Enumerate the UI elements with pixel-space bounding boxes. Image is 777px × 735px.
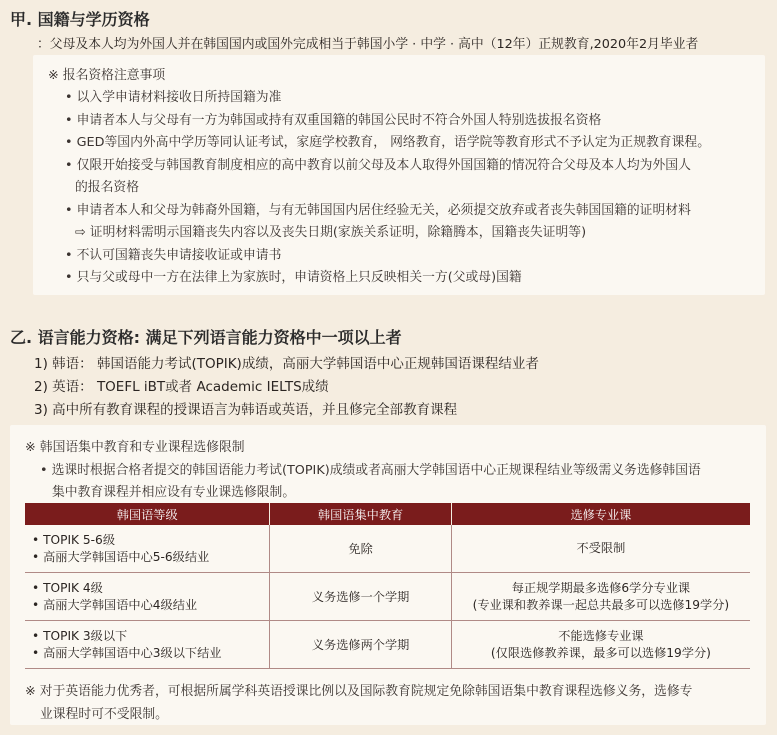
header-korean-level: 韩国语等级 bbox=[25, 503, 270, 525]
table-header-row bbox=[25, 503, 750, 525]
header-major-courses: 选修专业课 bbox=[451, 503, 750, 525]
major-cell bbox=[451, 621, 750, 669]
note-subitem: ⇨ 证明材料需明示国籍丧失内容以及丧失日期(家族关系证明，除籍腾本，国籍丧失证明等) bbox=[75, 225, 587, 240]
major-cell bbox=[451, 573, 750, 621]
level-line: • 高丽大学韩国语中心5-6级结业 bbox=[32, 549, 210, 564]
korean-level-table bbox=[25, 503, 750, 669]
header-intensive-education: 韩国语集中教育 bbox=[270, 503, 451, 525]
language-item: 1) 韩语： 韩国语能力考试(TOPIK)成绩，高丽大学韩国语中心正规韩国语课程结业者 bbox=[34, 356, 539, 372]
language-item: 2) 英语： TOEFL iBT或者 Academic IELTS成绩 bbox=[34, 379, 329, 395]
note-item: • 申请者本人与父母有一方为韩国或持有双重国籍的韩国公民时不符合外国人特别选拔报名资格 bbox=[65, 113, 602, 128]
restriction-title: ※ 韩国语集中教育和专业课程选修限制 bbox=[25, 440, 245, 455]
language-item: 3) 高中所有教育课程的授课语言为韩语或英语，并且修完全部教育课程 bbox=[34, 402, 458, 418]
eligibility-notes-box bbox=[33, 55, 765, 295]
note-item: • 只与父或母中一方在法律上为家族时，申请资格上只反映相关一方(父或母)国籍 bbox=[65, 270, 522, 285]
notes-title: ※ 报名资格注意事项 bbox=[48, 68, 166, 83]
table-row bbox=[25, 573, 750, 621]
major-line: (专业课和教养课一起总共最多可以选修19学分) bbox=[472, 597, 730, 612]
table-row bbox=[25, 525, 750, 573]
level-cell bbox=[25, 525, 270, 573]
major-line: (仅限选修教养课，最多可以选修19学分) bbox=[490, 645, 711, 660]
level-line: • TOPIK 5-6级 bbox=[32, 532, 116, 547]
note-item-continued: 的报名资格 bbox=[75, 180, 139, 195]
major-line: 不受限制 bbox=[576, 541, 626, 555]
level-line: • 高丽大学韩国语中心3级以下结业 bbox=[32, 645, 222, 660]
note-item: • 仅限开始接受与韩国教育制度相应的高中教育以前父母及本人取得外国国籍的情况符合父母及本人均为外国人 bbox=[65, 158, 691, 173]
level-line: • 高丽大学韩国语中心4级结业 bbox=[32, 597, 198, 612]
note-item: • 申请者本人和父母为韩裔外国籍，与有无韩国国内居住经验无关，必须提交放弃或者丧失韩国国籍的证明材料 bbox=[65, 203, 691, 218]
section-b-title: 乙. 语言能力资格: 满足下列语言能力资格中一项以上者 bbox=[10, 328, 402, 347]
intensive-cell: 义务选修一个学期 bbox=[270, 573, 451, 621]
level-line: • TOPIK 3级以下 bbox=[32, 628, 128, 643]
restriction-line: 集中教育课程并相应设有专业课选修限制。 bbox=[52, 485, 296, 500]
intensive-cell: 义务选修两个学期 bbox=[270, 621, 451, 669]
level-cell bbox=[25, 621, 270, 669]
table-row bbox=[25, 621, 750, 669]
intensive-cell: 免除 bbox=[270, 525, 451, 573]
note-item: • 不认可国籍丧失申请接收证或申请书 bbox=[65, 248, 282, 263]
section-a-description: ：父母及本人均为外国人并在韩国国内或国外完成相当于韩国小学 · 中学 · 高中（12年）正规教育,2020年2月毕业者 bbox=[37, 37, 699, 52]
level-cell bbox=[25, 573, 270, 621]
major-line: 每正规学期最多选修6学分专业课 bbox=[511, 580, 691, 595]
footnote-line: 业课程时可不受限制。 bbox=[40, 707, 168, 722]
level-line: • TOPIK 4级 bbox=[32, 580, 103, 595]
major-cell bbox=[451, 525, 750, 573]
section-a-title: 甲. 国籍与学历资格 bbox=[10, 10, 150, 29]
note-item: • GED等国内外高中学历等同认证考试，家庭学校教育， 网络教育，语学院等教育形式不予认定为正规教育课程。 bbox=[65, 135, 710, 150]
note-item: • 以入学申请材料接收日所持国籍为准 bbox=[65, 90, 282, 105]
major-line: 不能选修专业课 bbox=[558, 628, 644, 643]
footnote-line: ※ 对于英语能力优秀者，可根据所属学科英语授课比例以及国际教育院规定免除韩国语集中教育课程选修义务，选修专 bbox=[25, 684, 693, 699]
restriction-line: • 选课时根据合格者提交的韩国语能力考试(TOPIK)成绩或者高丽大学韩国语中心正规课程结业等级需义务选修韩国语 bbox=[40, 463, 701, 478]
